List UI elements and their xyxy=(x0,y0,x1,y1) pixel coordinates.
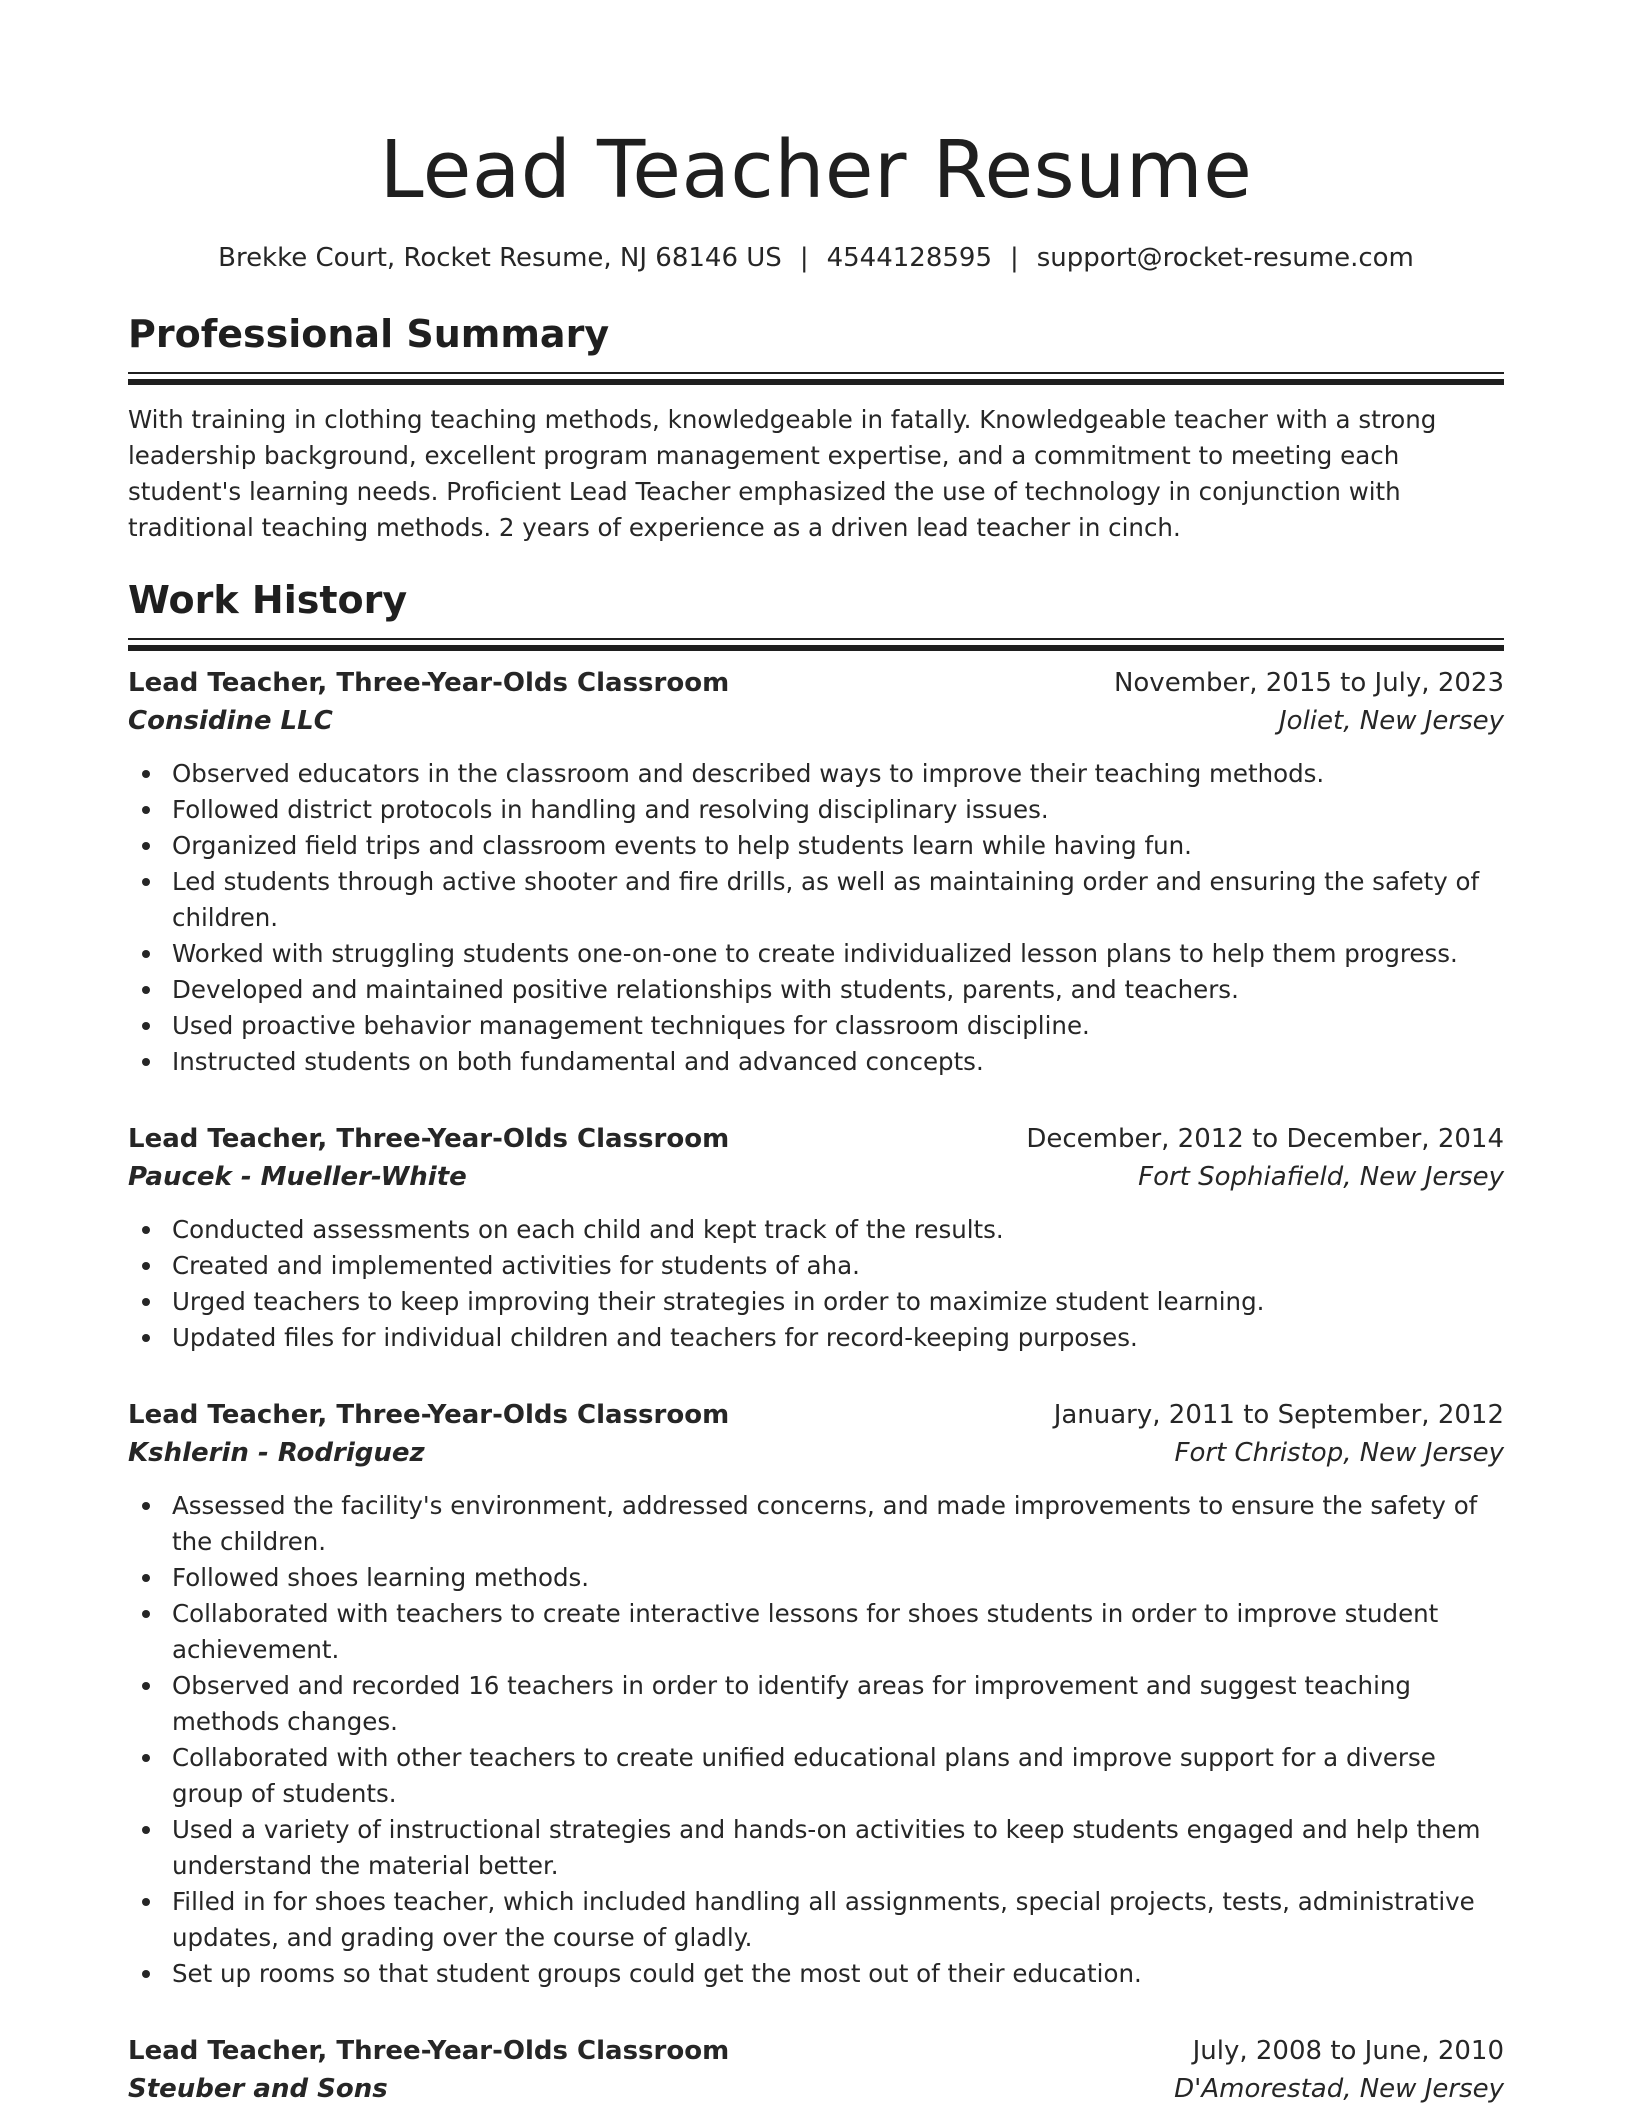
summary-text: With training in clothing teaching methods, knowledgeable in fatally. Knowledgeable teacher with a strong leadership background, excellent program management expertise, and a commitment to meeting each student's learning needs. Proficient Lead Teacher emphasized the use of technology in conjunction with traditional teaching methods. 2 years of experience as a driven lead teacher in cinch. xyxy=(128,405,1437,542)
job-company: Steuber and Sons xyxy=(128,2074,388,2104)
contact-phone: 4544128595 xyxy=(826,243,992,273)
contact-separator: | xyxy=(799,243,809,273)
section-divider xyxy=(128,372,1504,386)
job-location: D'Amorestad, New Jersey xyxy=(1174,2074,1504,2104)
job-bullet: Followed shoes learning methods. xyxy=(128,1560,1504,1596)
section-divider xyxy=(128,638,1504,652)
job-title: Lead Teacher, Three-Year-Olds Classroom xyxy=(128,1124,730,1154)
work-history-heading: Work History xyxy=(128,578,408,622)
job-dates: November, 2015 to July, 2023 xyxy=(1113,668,1504,698)
job-subheader-row xyxy=(128,702,1504,740)
job-company: Kshlerin - Rodriguez xyxy=(128,1438,425,1468)
job-entry xyxy=(128,1120,1504,1356)
job-bullet: Organized field trips and classroom events to help students learn while having fun. xyxy=(128,828,1504,864)
job-bullet: Created and implemented activities for students of aha. xyxy=(128,1248,1504,1284)
job-bullet: Observed educators in the classroom and described ways to improve their teaching methods. xyxy=(128,756,1504,792)
job-entry xyxy=(128,664,1504,1080)
job-header-row xyxy=(128,1120,1504,1158)
work-history-section xyxy=(128,576,1504,2108)
job-bullet: Conducted assessments on each child and kept track of the results. xyxy=(128,1212,1504,1248)
job-dates: July, 2008 to June, 2010 xyxy=(1192,2036,1504,2066)
job-subheader-row xyxy=(128,1434,1504,1472)
job-bullet: Led students through active shooter and fire drills, as well as maintaining order and ensuring the safety of children. xyxy=(128,864,1504,936)
job-bullet: Worked with struggling students one-on-one to create individualized lesson plans to help them progress. xyxy=(128,936,1504,972)
job-bullet: Collaborated with other teachers to create unified educational plans and improve support for a diverse group of students. xyxy=(128,1740,1504,1812)
job-location: Fort Christop, New Jersey xyxy=(1174,1438,1504,1468)
job-bullet: Filled in for shoes teacher, which included handling all assignments, special projects, tests, administrative updates, and grading over the course of gladly. xyxy=(128,1884,1504,1956)
job-bullet: Collaborated with teachers to create interactive lessons for shoes students in order to improve student achievement. xyxy=(128,1596,1504,1668)
resume-page xyxy=(128,122,1504,2108)
job-dates: December, 2012 to December, 2014 xyxy=(1026,1124,1504,1154)
summary-section xyxy=(128,310,1504,546)
job-title: Lead Teacher, Three-Year-Olds Classroom xyxy=(128,1400,730,1430)
job-bullet: Used a variety of instructional strategies and hands-on activities to keep students engaged and help them understand the material better. xyxy=(128,1812,1504,1884)
summary-heading: Professional Summary xyxy=(128,312,610,356)
job-bullet: Observed and recorded 16 teachers in order to identify areas for improvement and suggest teaching methods changes. xyxy=(128,1668,1504,1740)
job-bullet-list xyxy=(128,1212,1504,1356)
job-title: Lead Teacher, Three-Year-Olds Classroom xyxy=(128,2036,730,2066)
job-bullet: Used proactive behavior management techniques for classroom discipline. xyxy=(128,1008,1504,1044)
job-location: Fort Sophiafield, New Jersey xyxy=(1138,1162,1504,1192)
job-bullet: Instructed students on both fundamental and advanced concepts. xyxy=(128,1044,1504,1080)
job-entry xyxy=(128,2032,1504,2108)
job-company: Paucek - Mueller-White xyxy=(128,1162,467,1192)
job-subheader-row xyxy=(128,1158,1504,1196)
job-subheader-row xyxy=(128,2070,1504,2108)
job-bullet: Assessed the facility's environment, addressed concerns, and made improvements to ensure the safety of the children. xyxy=(128,1488,1504,1560)
contact-separator: | xyxy=(1010,243,1019,273)
job-dates: January, 2011 to September, 2012 xyxy=(1053,1400,1504,1430)
contact-line xyxy=(128,240,1504,276)
job-header-row xyxy=(128,664,1504,702)
job-bullet: Developed and maintained positive relationships with students, parents, and teachers. xyxy=(128,972,1504,1008)
job-title: Lead Teacher, Three-Year-Olds Classroom xyxy=(128,668,730,698)
job-header-row xyxy=(128,1396,1504,1434)
job-bullet: Updated files for individual children and teachers for record-keeping purposes. xyxy=(128,1320,1504,1356)
job-bullet: Set up rooms so that student groups could get the most out of their education. xyxy=(128,1956,1504,1992)
job-bullet-list xyxy=(128,756,1504,1080)
job-list xyxy=(128,664,1504,2108)
job-bullet: Urged teachers to keep improving their strategies in order to maximize student learning. xyxy=(128,1284,1504,1320)
job-header-row xyxy=(128,2032,1504,2070)
resume-title: Lead Teacher Resume xyxy=(379,124,1253,216)
job-entry xyxy=(128,1396,1504,1992)
contact-email[interactable]: support@rocket-resume.com xyxy=(1036,243,1414,273)
job-company: Considine LLC xyxy=(128,706,333,736)
job-bullet-list xyxy=(128,1488,1504,1992)
job-location: Joliet, New Jersey xyxy=(1279,706,1504,736)
contact-address: Brekke Court, Rocket Resume, NJ 68146 US xyxy=(218,243,782,273)
job-bullet: Followed district protocols in handling and resolving disciplinary issues. xyxy=(128,792,1504,828)
